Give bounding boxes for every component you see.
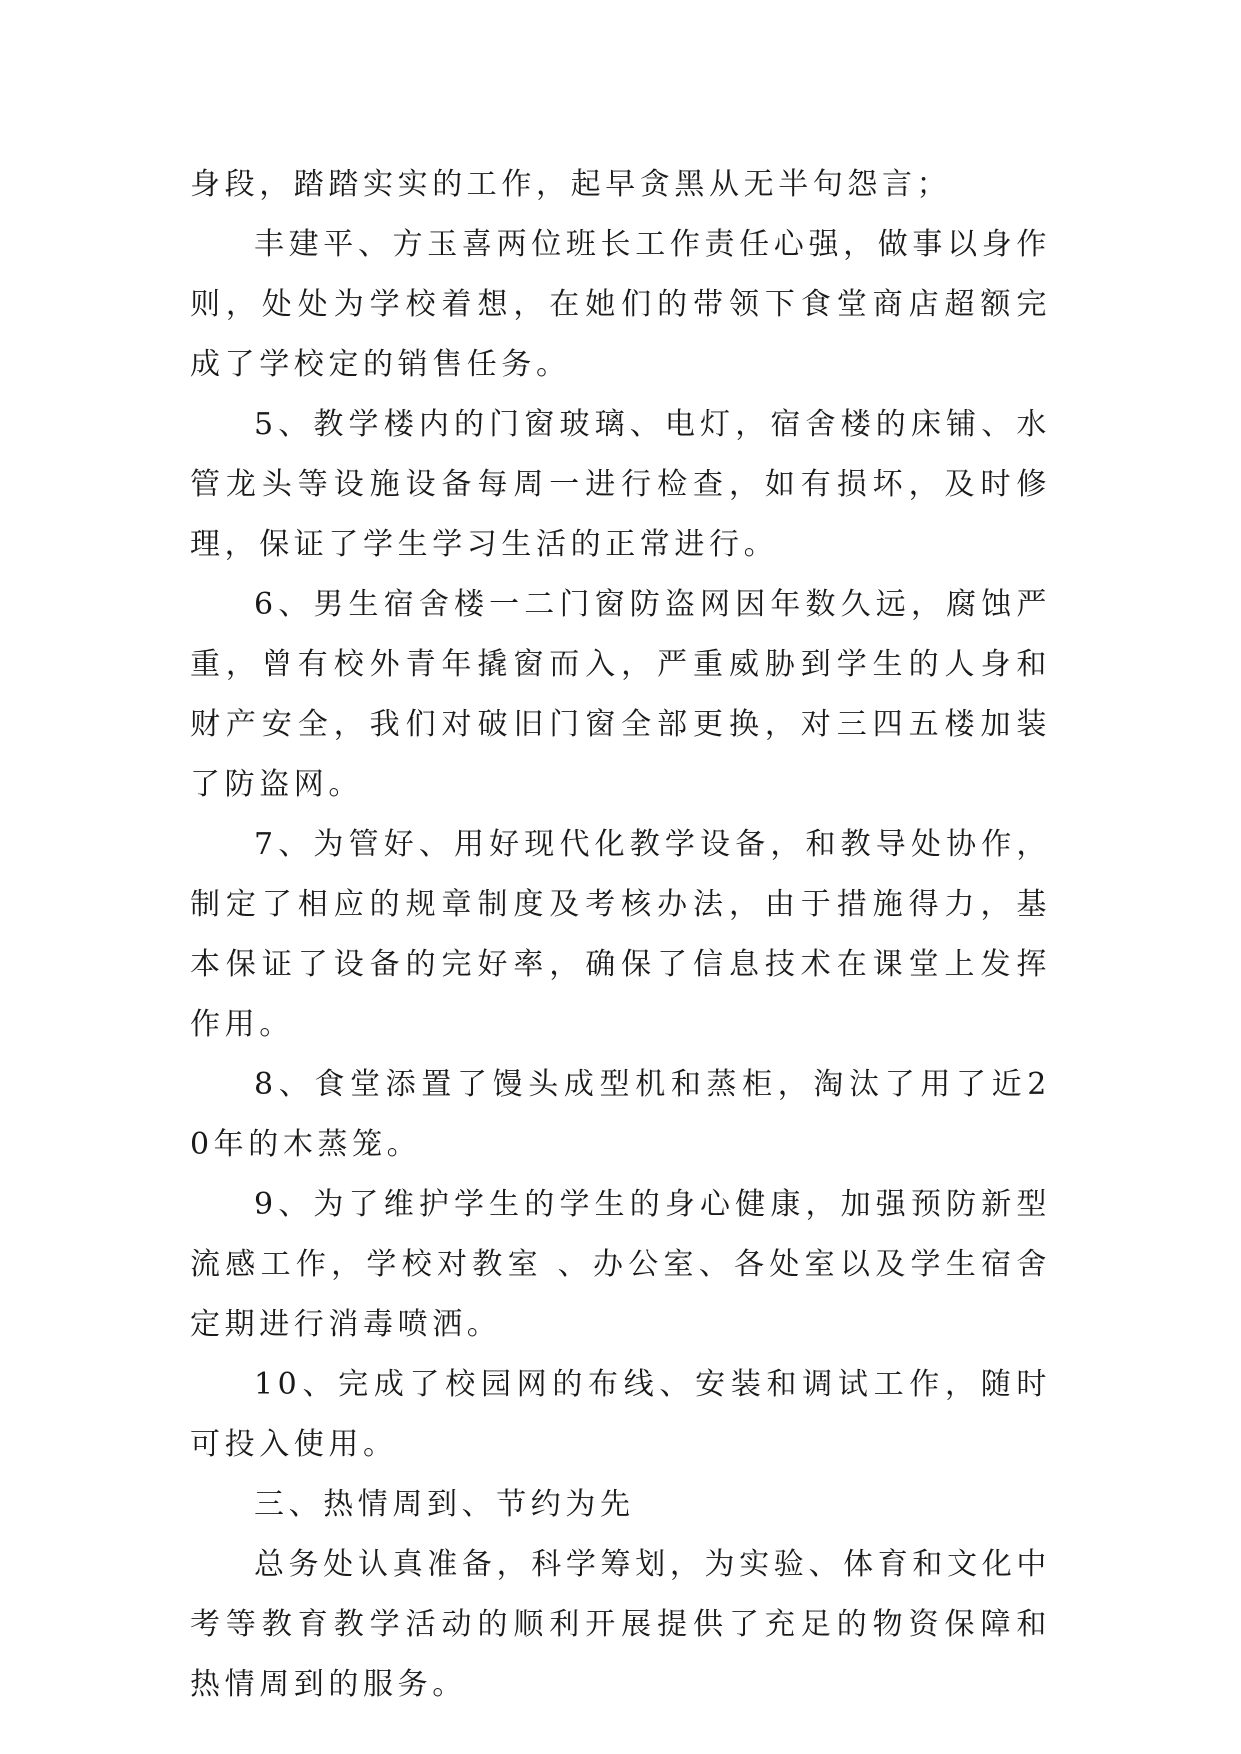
paragraph-final: 总务处认真准备，科学筹划，为实验、体育和文化中考等教育教学活动的顺利开展提供了充足的物资保障和热情周到的服务。 [190, 1547, 1051, 1702]
paragraph-continuation: 身段，踏踏实实的工作，起早贪黑从无半句怨言； [190, 167, 952, 202]
section-heading: 三、热情周到、节约为先 [254, 1487, 635, 1522]
paragraph-item-8: 8、食堂添置了馒头成型机和蒸柜，淘汰了用了近20年的木蒸笼。 [190, 1067, 1051, 1162]
paragraph-item-7: 7、为管好、用好现代化教学设备，和教导处协作，制定了相应的规章制度及考核办法，由于措施得力，基本保证了设备的完好率，确保了信息技术在课堂上发挥作用。 [190, 827, 1051, 1042]
paragraph-item-6: 6、男生宿舍楼一二门窗防盗网因年数久远，腐蚀严重，曾有校外青年撬窗而入，严重威胁到学生的人身和财产安全，我们对破旧门窗全部更换，对三四五楼加装了防盗网。 [190, 587, 1051, 802]
paragraph-item-5: 5、教学楼内的门窗玻璃、电灯，宿舍楼的床铺、水管龙头等设施设备每周一进行检查，如有损坏，及时修理，保证了学生学习生活的正常进行。 [190, 407, 1051, 562]
paragraph-team-leaders: 丰建平、方玉喜两位班长工作责任心强，做事以身作则，处处为学校着想，在她们的带领下食堂商店超额完成了学校定的销售任务。 [190, 227, 1051, 382]
paragraph-item-10: 10、完成了校园网的布线、安装和调试工作，随时可投入使用。 [190, 1367, 1051, 1462]
document-body [190, 155, 1051, 1715]
paragraph-item-9: 9、为了维护学生的学生的身心健康，加强预防新型流感工作，学校对教室 、办公室、各处室以及学生宿舍定期进行消毒喷洒。 [190, 1187, 1051, 1342]
